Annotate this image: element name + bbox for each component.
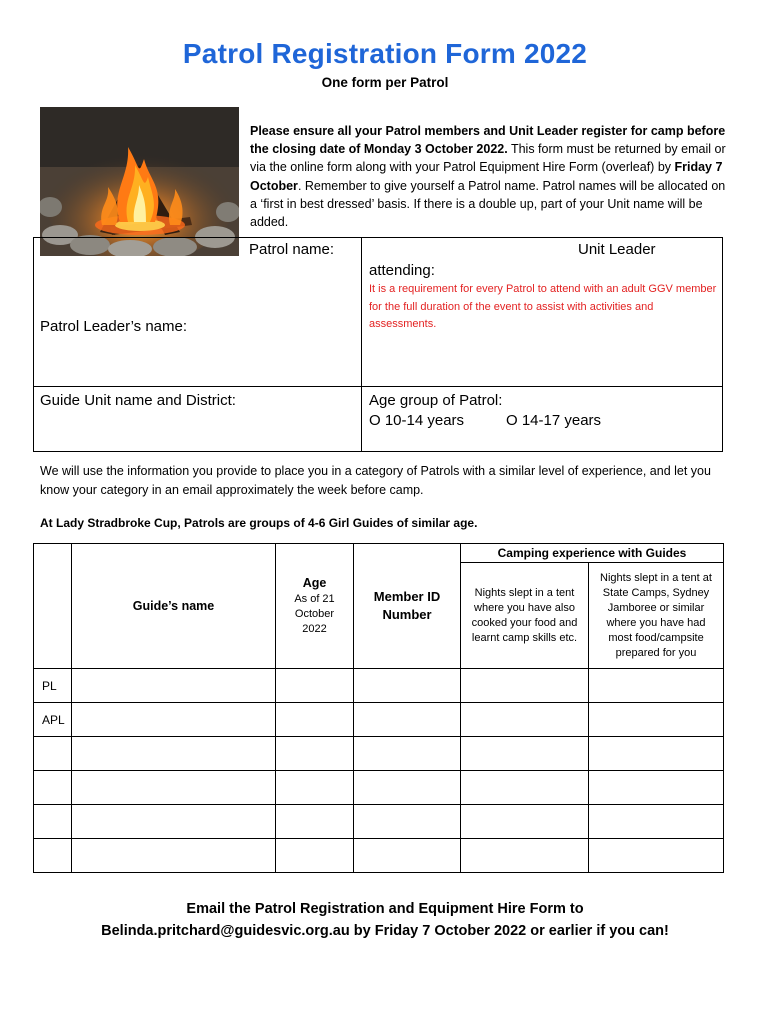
age-group-label: Age group of Patrol: xyxy=(369,392,503,409)
table-row xyxy=(34,669,724,703)
guide-name-cell[interactable] xyxy=(72,737,276,771)
row-label xyxy=(34,771,72,805)
nights-tent-cell[interactable] xyxy=(461,771,589,805)
age-cell[interactable] xyxy=(276,805,354,839)
nights-tent-cell[interactable] xyxy=(461,839,589,873)
unit-leader-label-1: Unit Leader xyxy=(578,241,656,258)
guide-name-cell[interactable] xyxy=(72,805,276,839)
unit-leader-requirement-note: It is a requirement for every Patrol to attend with an adult GGV member for the full duration of the event to assist with activities and assessments. xyxy=(369,283,717,330)
patrol-name-label: Patrol name: xyxy=(249,241,335,258)
intro-text-part1: This form must be returned by email or via the online form along with your Patrol Equipment Hire Form (overleaf) by xyxy=(250,142,726,175)
age-cell[interactable] xyxy=(276,737,354,771)
nights-state-cell[interactable] xyxy=(589,703,724,737)
age-cell[interactable] xyxy=(276,771,354,805)
nights-tent-cell[interactable] xyxy=(461,669,589,703)
header-age xyxy=(276,544,354,669)
row-label xyxy=(34,805,72,839)
footer-line-1: Email the Patrol Registration and Equipment Hire Form to xyxy=(186,901,584,917)
guides-table xyxy=(33,543,724,873)
nights-state-cell[interactable] xyxy=(589,805,724,839)
page-title: Patrol Registration Form 2022 xyxy=(182,38,588,69)
guide-name-cell[interactable] xyxy=(72,669,276,703)
header-nights-tent: Nights slept in a tent where you have also cooked your food and learnt camp skills etc. xyxy=(461,563,589,669)
intro-bold-date: Friday 7 October xyxy=(250,160,723,193)
row-label xyxy=(34,737,72,771)
header-nights-state-camps: Nights slept in a tent at State Camps, Sydney Jamboree or similar where you have had most food/campsite prepared for you xyxy=(589,563,724,669)
category-info-paragraph: We will use the information you provide to place you in a category of Patrols with a similar level of experience, and let you know your category in an email approximately the week before camp. xyxy=(40,464,711,497)
guide-name-cell[interactable] xyxy=(72,839,276,873)
patrol-leader-label: Patrol Leader’s name: xyxy=(40,318,188,335)
header-guide-name: Guide’s name xyxy=(72,544,276,669)
row-label: PL xyxy=(34,669,72,703)
member-id-cell[interactable] xyxy=(354,703,461,737)
nights-tent-cell[interactable] xyxy=(461,737,589,771)
footer-line-2: Belinda.pritchard@guidesvic.org.au by Friday 7 October 2022 or earlier if you can! xyxy=(101,923,669,939)
table-row xyxy=(34,737,724,771)
intro-text xyxy=(250,122,735,231)
header-age-subtitle: As of 21 October 2022 xyxy=(294,592,335,635)
age-cell[interactable] xyxy=(276,839,354,873)
footer-instructions xyxy=(0,898,770,942)
member-id-cell[interactable] xyxy=(354,771,461,805)
age-option-14-17[interactable]: O 14-17 years xyxy=(506,412,602,429)
member-id-cell[interactable] xyxy=(354,737,461,771)
guide-unit-label: Guide Unit name and District: xyxy=(40,392,236,409)
nights-tent-cell[interactable] xyxy=(461,805,589,839)
header-age-title: Age xyxy=(302,575,327,590)
header-blank-cell xyxy=(34,544,72,669)
row-label: APL xyxy=(34,703,72,737)
guide-name-cell[interactable] xyxy=(72,703,276,737)
table-header-row-1 xyxy=(34,544,724,563)
row-label xyxy=(34,839,72,873)
age-cell[interactable] xyxy=(276,703,354,737)
header-camping-experience: Camping experience with Guides xyxy=(461,544,724,563)
patrol-size-note: At Lady Stradbroke Cup, Patrols are groups of 4-6 Girl Guides of similar age. xyxy=(40,516,478,530)
table-row xyxy=(34,771,724,805)
nights-state-cell[interactable] xyxy=(589,839,724,873)
member-id-cell[interactable] xyxy=(354,805,461,839)
guide-name-cell[interactable] xyxy=(72,771,276,805)
campfire-photo xyxy=(40,107,239,256)
unit-leader-label-2: attending: xyxy=(369,262,435,279)
intro-bold-text: Please ensure all your Patrol members and Unit Leader register for camp before the closing date of Monday 3 October 2022. xyxy=(250,124,726,157)
age-cell[interactable] xyxy=(276,669,354,703)
table-row xyxy=(34,703,724,737)
page-subtitle: One form per Patrol xyxy=(321,75,449,90)
intro-text-part2: . Remember to give yourself a Patrol name. Patrol names will be allocated on a ‘first in best dressed’ basis. If there is a double up, part of your Unit name will be added. xyxy=(250,178,726,230)
age-option-10-14[interactable]: O 10-14 years xyxy=(369,412,465,429)
table-row xyxy=(34,839,724,873)
member-id-cell[interactable] xyxy=(354,669,461,703)
member-id-cell[interactable] xyxy=(354,839,461,873)
table-row xyxy=(34,805,724,839)
nights-tent-cell[interactable] xyxy=(461,703,589,737)
header-member-id: Member ID Number xyxy=(354,544,461,669)
nights-state-cell[interactable] xyxy=(589,737,724,771)
nights-state-cell[interactable] xyxy=(589,771,724,805)
nights-state-cell[interactable] xyxy=(589,669,724,703)
